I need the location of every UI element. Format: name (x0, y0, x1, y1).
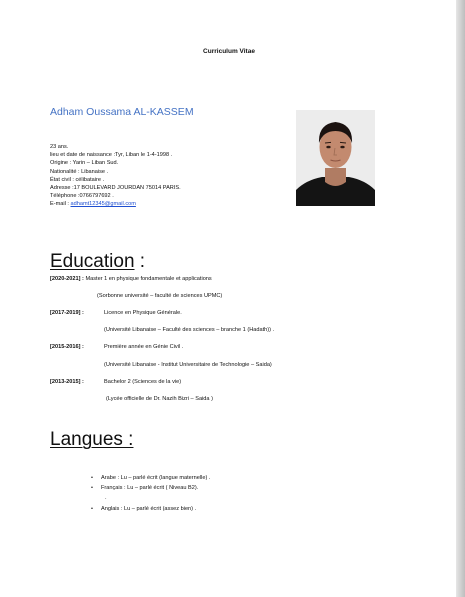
info-age: 23 ans. (50, 144, 69, 150)
language-item (91, 473, 210, 483)
education-entry-4 (50, 379, 84, 385)
entry-period: [2017-2019] : (50, 310, 84, 316)
entry-title: Licence en Physique Générale. (104, 310, 182, 316)
personal-info-block (50, 143, 181, 209)
entry-period: [2020-2021] : (50, 276, 84, 282)
languages-heading-text: Langues : (50, 429, 134, 450)
languages-heading (50, 429, 133, 451)
education-heading (50, 251, 145, 273)
document-title: Curriculum Vitae (203, 48, 255, 55)
language-item (91, 483, 210, 493)
email-label: E-mail : (50, 201, 71, 208)
language-text: Français : Lu – parlé écrit ( Niveau B2). (101, 485, 199, 491)
entry-title: Bachelor 2 (Sciences de la vie) (104, 379, 182, 385)
entry-title: Première année en Génie Civil . (104, 344, 184, 350)
education-entry-3-detail: (Université Libanaise - Institut Universitaire de Technologie – Saida) (104, 362, 272, 368)
info-origin: Origine : Yarin – Liban Sud. (50, 160, 119, 167)
education-entry-1-detail: (Sorbonne université – faculté de sciences UPMC) (97, 293, 223, 299)
person-name: Adham Oussama AL-KASSEM (50, 106, 194, 118)
info-address: Adresse :17 BOULEVARD JOURDAN 75014 PARIS. (50, 185, 181, 192)
language-text: Arabe : Lu – parlé écrit (langue maternelle) . (101, 475, 211, 481)
info-civil-status: État civil : célibataire . (50, 176, 105, 183)
education-heading-text: Education (50, 251, 135, 272)
education-heading-colon: : (134, 251, 146, 272)
language-separator: . (105, 495, 107, 501)
page-edge-shadow (456, 0, 465, 597)
education-entry-3 (50, 344, 84, 350)
education-entry-4-detail: (Lycée officielle de Dr. Nazih Bizri – Saida ) (106, 396, 213, 402)
entry-period: [2015-2016] : (50, 344, 84, 350)
info-phone: Téléphone :0766797692 . (50, 193, 114, 200)
profile-photo (296, 110, 375, 206)
bullet-icon: • (91, 475, 93, 481)
info-nationality: Nationalité : Libanaise . (50, 168, 109, 175)
education-entry-1 (50, 276, 212, 282)
education-entry-2-detail: (Université Libanaise – Faculté des sciences – branche 1 (Hadath)) . (104, 327, 275, 333)
education-entry-2 (50, 310, 84, 316)
email-link[interactable]: adhamt12345@gmail.com (70, 201, 136, 208)
entry-period: [2013-2015] : (50, 379, 84, 385)
bullet-icon: • (91, 485, 93, 491)
bullet-icon: • (91, 506, 93, 512)
languages-list (91, 473, 210, 514)
info-email (50, 200, 181, 208)
language-item (91, 504, 210, 514)
language-text: Anglais : Lu – parlé écrit (assez bien) . (101, 506, 197, 512)
info-birth: lieu et date de naissance :Tyr, Liban le 1-4-1998 . (50, 152, 173, 159)
entry-title: Master 1 en physique fondamentale et applications (83, 276, 212, 282)
